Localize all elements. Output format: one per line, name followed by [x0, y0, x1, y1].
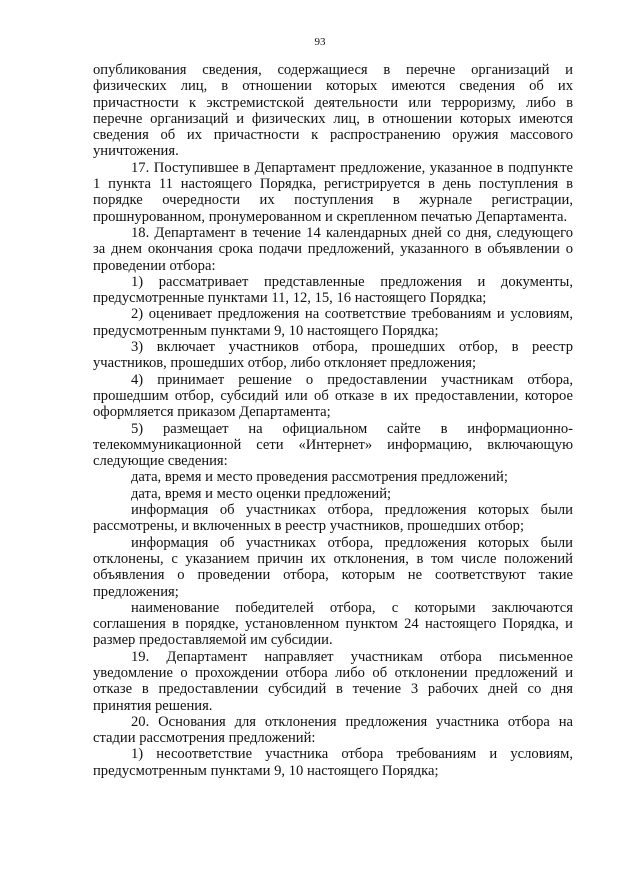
document-body — [93, 62, 573, 779]
paragraph: дата, время и место проведения рассмотрения предложений; — [131, 469, 508, 486]
paragraph: 5) размещает на официальном сайте в информационно-телекоммуникационной сети «Интернет» информацию, включающую следующие сведения: — [93, 420, 573, 470]
paragraph: 2) оценивает предложения на соответствие требованиям и условиям, предусмотренным пунктами 9, 10 настоящего Порядка; — [93, 306, 573, 339]
paragraph: наименование победителей отбора, с которыми заключаются соглашения в порядке, установленном пунктом 24 настоящего Порядка, и размер предоставляемой им субсидии. — [93, 599, 573, 649]
page-number: 93 — [314, 36, 326, 48]
paragraph: 18. Департамент в течение 14 календарных дней со дня, следующего за днем окончания срока подачи предложений, указанного в объявлении о проведении отбора: — [93, 224, 573, 274]
paragraph: 17. Поступившее в Департамент предложение, указанное в подпункте 1 пункта 11 настоящего Порядка, регистрируется в день поступления в порядке очередности их поступления в журнале регистрации, прошнурованном, пронумерованном и скрепленном печатью Департамента. — [93, 159, 573, 225]
paragraph: 1) несоответствие участника отбора требованиям и условиям, предусмотренным пунктами 9, 10 настоящего Порядка; — [93, 746, 573, 779]
paragraph: дата, время и место оценки предложений; — [131, 485, 392, 502]
paragraph: информация об участниках отбора, предложения которых были рассмотрены, и включенных в реестр участников, прошедших отбор; — [93, 502, 573, 535]
paragraph: 20. Основания для отклонения предложения участника отбора на стадии рассмотрения предложений: — [93, 713, 573, 747]
paragraph: 4) принимает решение о предоставлении участникам отбора, прошедшим отбор, субсидий или об отказе в их предоставлении, которое оформляется приказом Департамента; — [93, 371, 573, 421]
paragraph: 1) рассматривает представленные предложения и документы, предусмотренные пунктами 11, 12, 15, 16 настоящего Порядка; — [93, 273, 573, 307]
paragraph: 19. Департамент направляет участникам отбора письменное уведомление о прохождении отбора либо об отклонении предложений и отказе в предоставлении субсидий в течение 3 рабочих дней со дня принятия решения. — [93, 648, 573, 714]
paragraph: 3) включает участников отбора, прошедших отбор, в реестр участников, прошедших отбор, либо отклоняет предложения; — [93, 339, 573, 372]
paragraph: информация об участниках отбора, предложения которых были отклонены, с указанием причин их отклонения, в том числе положений объявления о проведении отбора, которым не соответствуют такие предложения; — [93, 534, 573, 600]
paragraph: опубликования сведения, содержащиеся в перечне организаций и физических лиц, в отношении которых имеются сведения об их причастности к экстремистской деятельности или терроризму, либо в перечне организаций и физических лиц, в отношении которых имеются сведения об их причастности к распространению оружия массового уничтожения. — [93, 62, 573, 160]
